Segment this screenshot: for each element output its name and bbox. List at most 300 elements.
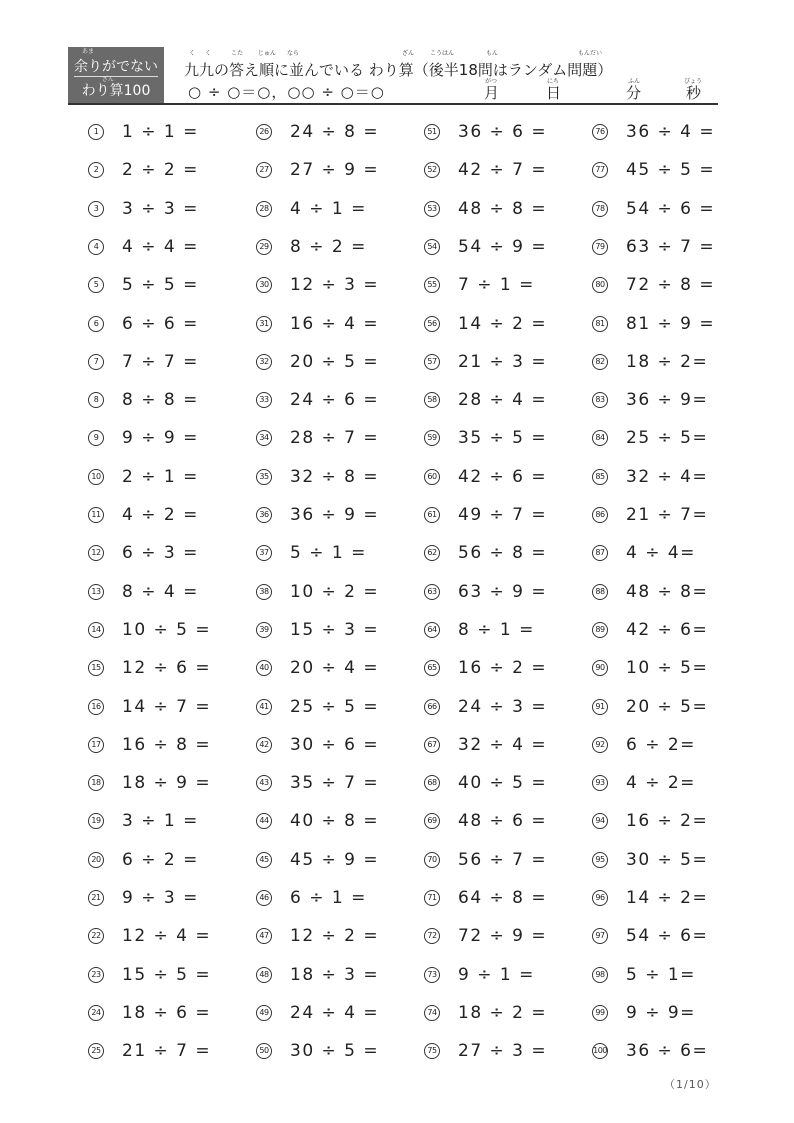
problem-expression: 72 ÷ 9 = <box>458 926 548 947</box>
problem-expression: 20 ÷ 5= <box>626 696 709 717</box>
problem-number: 54 <box>424 239 440 255</box>
problem-number: 79 <box>592 239 608 255</box>
problem-expression: 28 ÷ 7 = <box>290 428 380 449</box>
problem-number: 22 <box>88 928 104 944</box>
problem-item <box>256 1039 379 1063</box>
problem-number: 20 <box>88 852 104 868</box>
problem-item <box>424 312 547 336</box>
problem-item <box>88 656 211 680</box>
problem-number: 64 <box>424 622 440 638</box>
problem-expression: 32 ÷ 4 = <box>458 734 548 755</box>
problem-item <box>424 426 547 450</box>
problem-item <box>592 809 708 833</box>
problem-number: 99 <box>592 1005 608 1021</box>
problem-item <box>424 963 535 987</box>
problem-item <box>592 388 708 412</box>
problem-item <box>592 350 708 374</box>
problem-expression: 40 ÷ 5 = <box>458 773 548 794</box>
problem-number: 75 <box>424 1043 440 1059</box>
problem-number: 41 <box>256 699 272 715</box>
problem-expression: 12 ÷ 6 = <box>122 658 212 679</box>
problem-expression: 18 ÷ 2= <box>626 351 709 372</box>
problem-expression: 72 ÷ 8 = <box>626 275 716 296</box>
problem-expression: 18 ÷ 2 = <box>458 1002 548 1023</box>
problem-expression: 4 ÷ 1 = <box>290 198 367 219</box>
problem-number: 49 <box>256 1005 272 1021</box>
problem-item <box>424 695 547 719</box>
problem-expression: 9 ÷ 9 = <box>122 428 199 449</box>
problem-number: 34 <box>256 430 272 446</box>
problem-item <box>88 350 199 374</box>
problem-item <box>88 388 199 412</box>
problem-item <box>592 1039 708 1063</box>
problem-expression: 25 ÷ 5 = <box>290 696 380 717</box>
problem-expression: 30 ÷ 5= <box>626 849 709 870</box>
problem-number: 85 <box>592 469 608 485</box>
ruby-kota: こた <box>231 50 244 57</box>
problem-expression: 10 ÷ 2 = <box>290 581 380 602</box>
problem-item <box>256 733 379 757</box>
problem-number: 95 <box>592 852 608 868</box>
problem-number: 58 <box>424 392 440 408</box>
problem-expression: 4 ÷ 2= <box>626 773 696 794</box>
worksheet-title-line1: 余りがでない <box>74 59 158 75</box>
problem-number: 97 <box>592 928 608 944</box>
problem-item <box>88 924 211 948</box>
problem-item <box>592 541 696 565</box>
problem-expression: 32 ÷ 4= <box>626 466 709 487</box>
problem-expression: 27 ÷ 3 = <box>458 1041 548 1062</box>
title-box-divider <box>74 76 158 77</box>
problem-number: 69 <box>424 813 440 829</box>
problem-item <box>88 541 199 565</box>
problem-item <box>88 312 199 336</box>
problem-number: 45 <box>256 852 272 868</box>
problem-item <box>424 924 547 948</box>
problem-item <box>256 503 379 527</box>
problem-number: 14 <box>88 622 104 638</box>
problem-item <box>424 388 547 412</box>
problem-number: 50 <box>256 1043 272 1059</box>
problem-expression: 32 ÷ 8 = <box>290 466 380 487</box>
problem-number: 48 <box>256 967 272 983</box>
problem-number: 21 <box>88 890 104 906</box>
problem-item <box>592 656 708 680</box>
problem-number: 42 <box>256 737 272 753</box>
problem-number: 74 <box>424 1005 440 1021</box>
problem-expression: 24 ÷ 8 = <box>290 122 380 142</box>
problem-expression: 48 ÷ 8= <box>626 581 709 602</box>
problem-number: 72 <box>424 928 440 944</box>
problem-item <box>88 771 211 795</box>
problem-expression: 64 ÷ 8 = <box>458 888 548 908</box>
problem-number: 91 <box>592 699 608 715</box>
problem-expression: 42 ÷ 7 = <box>458 160 548 181</box>
problem-number: 68 <box>424 775 440 791</box>
ruby-ku2: く <box>205 50 212 57</box>
problem-number: 65 <box>424 660 440 676</box>
problem-expression: 56 ÷ 8 = <box>458 543 548 564</box>
problem-number: 76 <box>592 124 608 140</box>
problem-number: 3 <box>88 201 104 217</box>
problem-item <box>592 120 715 144</box>
problem-expression: 63 ÷ 7 = <box>626 236 716 257</box>
problem-item <box>256 618 379 642</box>
problem-number: 10 <box>88 469 104 485</box>
problem-item <box>88 465 199 489</box>
problem-item <box>88 733 211 757</box>
problem-expression: 35 ÷ 7 = <box>290 773 380 794</box>
problem-expression: 54 ÷ 6= <box>626 926 709 947</box>
problem-number: 5 <box>88 277 104 293</box>
problem-expression: 8 ÷ 1 = <box>458 619 535 640</box>
problem-item <box>88 120 199 144</box>
problem-item <box>424 1001 547 1025</box>
problem-number: 18 <box>88 775 104 791</box>
problem-expression: 12 ÷ 4 = <box>122 926 212 947</box>
problem-expression: 30 ÷ 6 = <box>290 734 380 755</box>
problem-expression: 14 ÷ 7 = <box>122 696 212 717</box>
problem-number: 35 <box>256 469 272 485</box>
problem-expression: 36 ÷ 9 = <box>290 505 380 525</box>
problem-item <box>592 924 708 948</box>
problem-expression: 9 ÷ 9= <box>626 1002 696 1023</box>
problem-number: 2 <box>88 162 104 178</box>
problem-number: 31 <box>256 316 272 332</box>
problem-item <box>424 273 535 297</box>
problem-item <box>256 848 379 872</box>
problem-expression: 10 ÷ 5= <box>626 658 709 679</box>
problem-expression: 54 ÷ 6 = <box>626 198 716 219</box>
problem-item <box>256 580 379 604</box>
problem-number: 63 <box>424 584 440 600</box>
problem-item <box>256 273 379 297</box>
problem-item <box>592 312 715 336</box>
problem-number: 100 <box>592 1043 608 1059</box>
problem-item <box>88 695 211 719</box>
ruby-zan-box: ざん <box>102 76 115 83</box>
problem-item <box>592 503 708 527</box>
problem-item <box>256 656 379 680</box>
problem-expression: 63 ÷ 9 = <box>458 581 548 602</box>
problem-item <box>592 771 696 795</box>
problem-expression: 48 ÷ 8 = <box>458 198 548 219</box>
problem-item <box>256 465 379 489</box>
problem-number: 47 <box>256 928 272 944</box>
problem-number: 19 <box>88 813 104 829</box>
problem-item <box>88 273 199 297</box>
problem-item <box>256 771 379 795</box>
problem-item <box>592 848 708 872</box>
ruby-gatsu: がつ <box>485 78 498 85</box>
problem-item <box>88 426 199 450</box>
problem-expression: 6 ÷ 6 = <box>122 313 199 334</box>
problem-expression: 12 ÷ 2 = <box>290 926 380 947</box>
problem-number: 94 <box>592 813 608 829</box>
problem-expression: 5 ÷ 1 = <box>290 543 367 564</box>
problem-number: 96 <box>592 890 608 906</box>
problem-item <box>424 350 547 374</box>
problem-number: 86 <box>592 507 608 523</box>
problem-number: 52 <box>424 162 440 178</box>
problem-number: 33 <box>256 392 272 408</box>
day-label: 日 <box>546 84 562 102</box>
problem-expression: 20 ÷ 4 = <box>290 658 380 679</box>
problem-expression: 36 ÷ 6= <box>626 1041 709 1062</box>
problem-expression: 1 ÷ 1 = <box>122 122 199 142</box>
problem-expression: 49 ÷ 7 = <box>458 505 548 525</box>
problem-item <box>424 809 547 833</box>
problem-expression: 18 ÷ 3 = <box>290 964 380 985</box>
minute-label: 分 <box>626 84 642 102</box>
problem-item <box>424 618 535 642</box>
problem-item <box>424 1039 547 1063</box>
problem-expression: 42 ÷ 6= <box>626 619 709 640</box>
problem-expression: 18 ÷ 9 = <box>122 773 212 794</box>
problem-expression: 6 ÷ 2 = <box>122 849 199 870</box>
problem-number: 51 <box>424 124 440 140</box>
problem-number: 28 <box>256 201 272 217</box>
problem-item <box>256 120 379 144</box>
ruby-zan: ざん <box>402 50 415 57</box>
month-label: 月 <box>484 84 500 102</box>
problem-expression: 6 ÷ 2= <box>626 734 696 755</box>
problem-item <box>88 809 199 833</box>
problem-expression: 36 ÷ 6 = <box>458 122 548 142</box>
problem-number: 62 <box>424 545 440 561</box>
problem-number: 60 <box>424 469 440 485</box>
problem-expression: 35 ÷ 5 = <box>458 428 548 449</box>
problem-expression: 4 ÷ 4= <box>626 543 696 564</box>
problem-item <box>592 695 708 719</box>
worksheet-title-box <box>68 47 164 103</box>
problem-item <box>256 541 367 565</box>
problem-number: 43 <box>256 775 272 791</box>
problem-expression: 24 ÷ 4 = <box>290 1002 380 1023</box>
problem-item <box>88 158 199 182</box>
problem-number: 89 <box>592 622 608 638</box>
problem-item <box>424 197 547 221</box>
problem-number: 78 <box>592 201 608 217</box>
problem-item <box>88 1001 211 1025</box>
problem-item <box>424 465 547 489</box>
problem-item <box>592 1001 696 1025</box>
problem-number: 83 <box>592 392 608 408</box>
problem-number: 29 <box>256 239 272 255</box>
problem-expression: 10 ÷ 5 = <box>122 619 212 640</box>
problem-number: 55 <box>424 277 440 293</box>
problem-expression: 16 ÷ 4 = <box>290 313 380 334</box>
problem-item <box>592 618 708 642</box>
problem-expression: 27 ÷ 9 = <box>290 160 380 181</box>
problem-expression: 7 ÷ 1 = <box>458 275 535 296</box>
problem-number: 37 <box>256 545 272 561</box>
problem-item <box>256 886 367 910</box>
problem-item <box>256 809 379 833</box>
problem-expression: 4 ÷ 2 = <box>122 505 199 525</box>
problem-number: 7 <box>88 354 104 370</box>
problem-number: 66 <box>424 699 440 715</box>
problem-expression: 2 ÷ 2 = <box>122 160 199 181</box>
problem-item <box>256 235 367 259</box>
problem-item <box>256 197 367 221</box>
problem-expression: 45 ÷ 9 = <box>290 849 380 870</box>
problem-item <box>592 963 696 987</box>
problem-item <box>424 541 547 565</box>
problem-item <box>592 580 708 604</box>
problem-item <box>424 656 547 680</box>
ruby-mon: もん <box>486 50 499 57</box>
problem-expression: 7 ÷ 7 = <box>122 351 199 372</box>
problem-expression: 15 ÷ 3 = <box>290 619 380 640</box>
problem-number: 46 <box>256 890 272 906</box>
problem-expression: 21 ÷ 7 = <box>122 1041 212 1062</box>
problem-number: 16 <box>88 699 104 715</box>
problem-expression: 18 ÷ 6 = <box>122 1002 212 1023</box>
problem-expression: 14 ÷ 2 = <box>458 313 548 334</box>
problem-item <box>592 733 696 757</box>
problem-expression: 6 ÷ 3 = <box>122 543 199 564</box>
problem-expression: 42 ÷ 6 = <box>458 466 548 487</box>
second-label: 秒 <box>686 84 702 102</box>
ruby-jun: じゅん <box>258 50 277 57</box>
problem-number: 15 <box>88 660 104 676</box>
worksheet-title: 九九の答え順に並んでいる わり算（後半18問はランダム問題） <box>184 61 613 79</box>
problem-number: 67 <box>424 737 440 753</box>
problem-number: 30 <box>256 277 272 293</box>
problem-expression: 45 ÷ 5 = <box>626 160 716 181</box>
problem-item <box>592 235 715 259</box>
problem-expression: 5 ÷ 1= <box>626 964 696 985</box>
problem-number: 81 <box>592 316 608 332</box>
problem-item <box>592 158 715 182</box>
problem-expression: 48 ÷ 6 = <box>458 811 548 832</box>
ruby-fun: ふん <box>628 78 641 85</box>
problem-number: 24 <box>88 1005 104 1021</box>
problem-expression: 21 ÷ 3 = <box>458 351 548 372</box>
problem-item <box>256 426 379 450</box>
problem-number: 8 <box>88 392 104 408</box>
problem-item <box>88 235 199 259</box>
problem-expression: 9 ÷ 3 = <box>122 888 199 908</box>
worksheet-title-line2: わり算100 <box>81 83 151 99</box>
ruby-nichi: にち <box>547 78 560 85</box>
problem-expression: 3 ÷ 3 = <box>122 198 199 219</box>
problem-item <box>424 503 547 527</box>
problem-expression: 9 ÷ 1 = <box>458 964 535 985</box>
problem-item <box>592 426 708 450</box>
problem-item <box>592 886 708 910</box>
problem-item <box>88 848 199 872</box>
problem-number: 13 <box>88 584 104 600</box>
problem-number: 36 <box>256 507 272 523</box>
problem-number: 92 <box>592 737 608 753</box>
problem-item <box>88 1039 211 1063</box>
problem-number: 11 <box>88 507 104 523</box>
problem-item <box>88 503 199 527</box>
problem-expression: 2 ÷ 1 = <box>122 466 199 487</box>
problem-number: 1 <box>88 124 104 140</box>
problem-item <box>424 771 547 795</box>
ruby-ku1: く <box>189 50 196 57</box>
problem-item <box>592 273 715 297</box>
problem-number: 98 <box>592 967 608 983</box>
problem-item <box>256 924 379 948</box>
ruby-kouhan: こうはん <box>430 50 455 57</box>
problem-item <box>424 848 547 872</box>
ruby-byou: びょう <box>684 78 703 85</box>
problem-expression: 81 ÷ 9 = <box>626 313 716 334</box>
problem-item <box>256 158 379 182</box>
problem-number: 71 <box>424 890 440 906</box>
problem-expression: 16 ÷ 8 = <box>122 734 212 755</box>
problem-item <box>256 1001 379 1025</box>
problem-item <box>592 465 708 489</box>
problem-item <box>424 158 547 182</box>
page-number: （1/10） <box>664 1078 717 1091</box>
problem-number: 73 <box>424 967 440 983</box>
problem-expression: 6 ÷ 1 = <box>290 888 367 908</box>
problem-item <box>256 695 379 719</box>
problem-number: 57 <box>424 354 440 370</box>
problem-number: 88 <box>592 584 608 600</box>
problem-item <box>256 312 379 336</box>
problem-item <box>256 388 379 412</box>
problem-expression: 15 ÷ 5 = <box>122 964 212 985</box>
problem-item <box>424 886 547 910</box>
problem-expression: 14 ÷ 2= <box>626 888 709 908</box>
problem-number: 38 <box>256 584 272 600</box>
problem-expression: 30 ÷ 5 = <box>290 1041 380 1062</box>
problem-item <box>424 580 547 604</box>
problem-number: 4 <box>88 239 104 255</box>
problem-expression: 21 ÷ 7= <box>626 505 709 525</box>
problem-item <box>88 886 199 910</box>
problem-expression: 56 ÷ 7 = <box>458 849 548 870</box>
problem-number: 17 <box>88 737 104 753</box>
problem-expression: 8 ÷ 4 = <box>122 581 199 602</box>
ruby-mondai: もんだい <box>578 50 603 57</box>
problem-expression: 8 ÷ 8 = <box>122 390 199 411</box>
problem-number: 53 <box>424 201 440 217</box>
problem-item <box>592 197 715 221</box>
problem-expression: 16 ÷ 2 = <box>458 658 548 679</box>
problem-item <box>88 197 199 221</box>
problem-number: 61 <box>424 507 440 523</box>
problem-item <box>88 618 211 642</box>
problem-item <box>256 350 379 374</box>
problem-item <box>424 733 547 757</box>
problem-item <box>424 235 547 259</box>
problem-expression: 28 ÷ 4 = <box>458 390 548 411</box>
worksheet-header <box>68 47 718 105</box>
worksheet-subtitle: ○ ÷ ○＝○，○○ ÷ ○＝○ <box>188 83 385 101</box>
problem-expression: 54 ÷ 9 = <box>458 236 548 257</box>
problem-number: 32 <box>256 354 272 370</box>
problem-number: 77 <box>592 162 608 178</box>
problem-number: 82 <box>592 354 608 370</box>
problem-number: 23 <box>88 967 104 983</box>
problem-number: 80 <box>592 277 608 293</box>
problem-number: 6 <box>88 316 104 332</box>
problem-item <box>424 120 547 144</box>
problem-number: 39 <box>256 622 272 638</box>
problem-expression: 36 ÷ 9= <box>626 390 709 411</box>
problem-expression: 25 ÷ 5= <box>626 428 709 449</box>
problem-number: 9 <box>88 430 104 446</box>
problem-expression: 16 ÷ 2= <box>626 811 709 832</box>
problem-number: 40 <box>256 660 272 676</box>
